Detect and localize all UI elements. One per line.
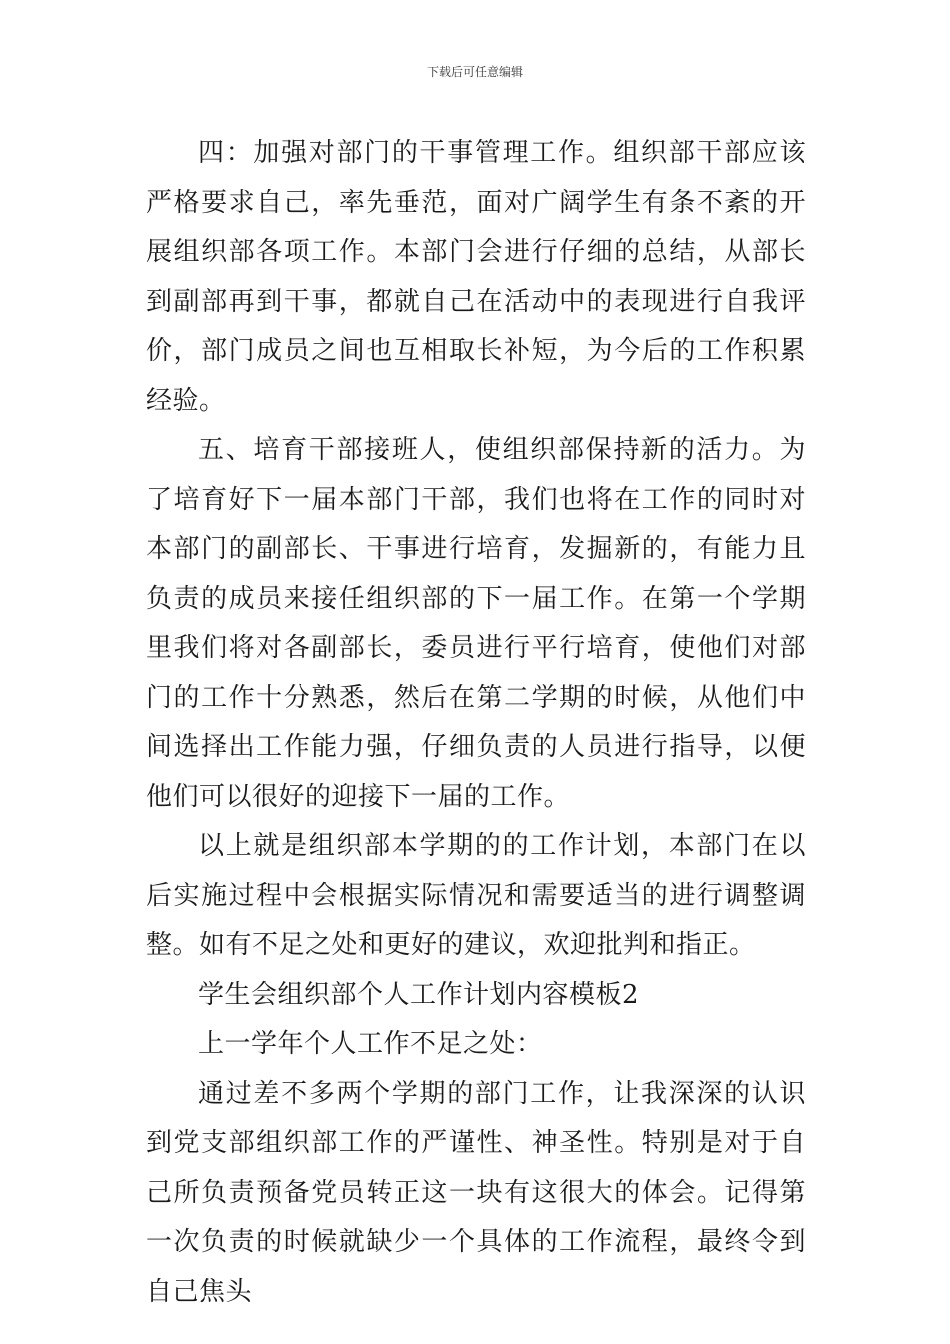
- paragraph-item-five: 五、培育干部接班人，使组织部保持新的活力。为了培育好下一届本部门干部，我们也将在工作的同时对本部门的副部长、干事进行培育，发掘新的，有能力且负责的成员来接任组织部的下一届工作。在第一个学期里我们将对各副部长，委员进行平行培育，使他们对部门的工作十分熟悉，然后在第二学期的时候，从他们中间选择出工作能力强，仔细负责的人员进行指导，以便他们可以很好的迎接下一届的工作。: [146, 435, 806, 812]
- paragraph-reflection: 通过差不多两个学期的部门工作，让我深深的认识到党支部组织部工作的严谨性、神圣性。特别是对于自己所负责预备党员转正这一块有这很大的体会。记得第一次负责的时候就缺少一个具体的工作流程，最终令到自己焦头: [146, 1078, 806, 1307]
- paragraph-item-four: 四：加强对部门的干事管理工作。组织部干部应该严格要求自己，率先垂范，面对广阔学生有条不紊的开展组织部各项工作。本部门会进行仔细的总结，从部长到副部再到干事，都就自己在活动中的表现进行自我评价，部门成员之间也互相取长补短，为今后的工作积累经验。: [146, 138, 806, 416]
- page-header-note: 下载后可任意编辑: [426, 65, 523, 79]
- section-title: 学生会组织部个人工作计划内容模板2: [198, 979, 640, 1010]
- paragraph-conclusion: 以上就是组织部本学期的的工作计划，本部门在以后实施过程中会根据实际情况和需要适当的进行调整调整。如有不足之处和更好的建议，欢迎批判和指正。: [146, 831, 806, 960]
- document-body: [146, 129, 806, 1317]
- subsection-heading: 上一学年个人工作不足之处：: [198, 1029, 543, 1059]
